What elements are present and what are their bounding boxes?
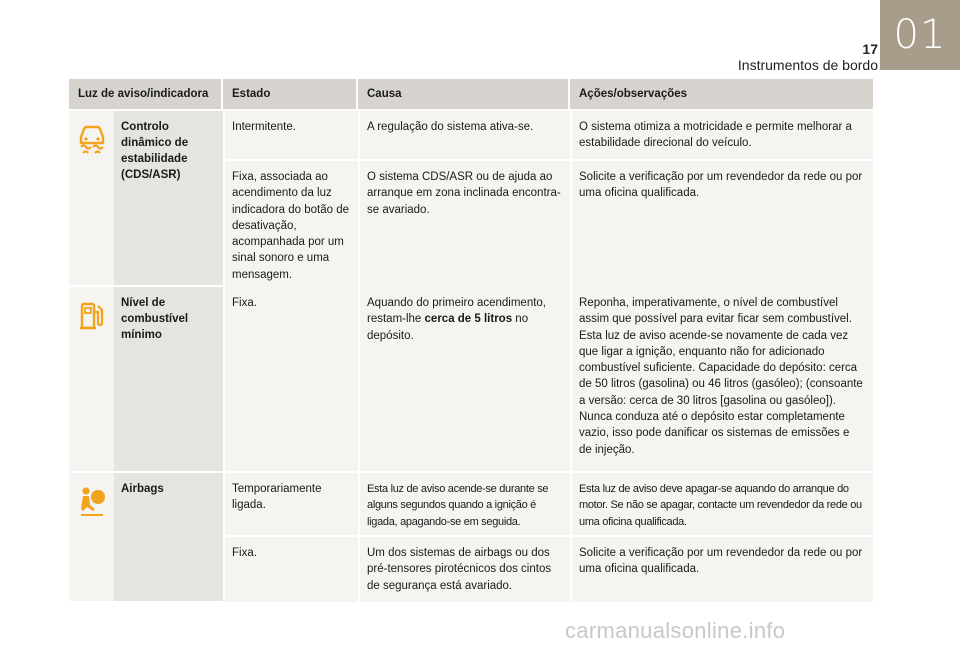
table-row-group [69, 471, 873, 601]
action-cell: O sistema otimiza a motricidade e permite melhorar a estabilidade direcional do veículo. [570, 111, 873, 159]
table-header [69, 79, 873, 109]
column-header-actions: Ações/observações [579, 88, 688, 100]
cause-cell: O sistema CDS/ASR ou de ajuda ao arranque em zona inclinada encontra-se avariado. [358, 161, 570, 291]
cause-cell: Esta luz de aviso acende-se durante se alguns segundos quando a ignição é ligada, apagando-se em seguida. [358, 473, 570, 535]
light-name: Nível de combustível mínimo [114, 287, 223, 471]
icon-cell [69, 473, 114, 601]
cause-text: Aquando do primeiro acendimento, restam-lhe [367, 297, 547, 326]
chapter-tab: 01 [880, 0, 960, 70]
table-row-group [69, 109, 873, 285]
cause-text: no depósito. [367, 313, 529, 342]
warning-lights-table [69, 79, 873, 601]
table-row [223, 287, 873, 471]
page-number: 17 [862, 41, 878, 57]
column-header-light: Luz de aviso/indicadora [69, 79, 223, 109]
state-cell: Fixa. [223, 287, 358, 471]
cause-cell: A regulação do sistema ativa-se. [358, 111, 570, 159]
state-cell: Temporariamente ligada. [223, 473, 358, 535]
cause-emphasis: cerca de 5 litros [424, 313, 513, 326]
skid-car-icon [77, 123, 107, 155]
state-cell: Intermitente. [223, 111, 358, 159]
column-header-state: Estado [223, 79, 358, 109]
light-name: Airbags [114, 473, 223, 601]
table-row-group [69, 285, 873, 471]
fuel-pump-icon [79, 299, 105, 331]
table-row [223, 473, 873, 535]
light-name: Controlo dinâmico de estabilidade (CDS/ASR) [114, 111, 223, 285]
airbag-icon [77, 485, 107, 517]
state-cell: Fixa, associada ao acendimento da luz indicadora do botão de desativação, acompanhada por um sinal sonoro e uma mensagem. [223, 161, 358, 291]
table-row [223, 111, 873, 159]
cause-cell [358, 287, 570, 471]
table-row [223, 535, 873, 602]
icon-cell [69, 287, 114, 471]
column-header-cause: Causa [358, 79, 570, 109]
icon-cell [69, 111, 114, 285]
action-cell: Esta luz de aviso deve apagar-se aquando do arranque do motor. Se não se apagar, contacte um revendedor da rede ou uma oficina qualificada. [570, 473, 873, 535]
table-row [223, 159, 873, 291]
action-cell: Solicite a verificação por um revendedor da rede ou por uma oficina qualificada. [570, 161, 873, 291]
section-title: Instrumentos de bordo [737, 57, 878, 73]
cause-cell: Um dos sistemas de airbags ou dos pré-tensores pirotécnicos dos cintos de segurança está avariado. [358, 537, 570, 602]
action-cell: Solicite a verificação por um revendedor da rede ou por uma oficina qualificada. [570, 537, 873, 602]
action-cell: Reponha, imperativamente, o nível de combustível assim que possível para evitar ficar sem combustível. Esta luz de aviso acende-se novamente de cada vez que ligar a ignição, enquanto não for adicionado combustível suficiente. Capacidade do depósito: cerca de 50 litros (gasolina) ou 46 litros (gasóleo); (consoante a versão: cerca de 30 litros [gasolina ou gasóleo]). Nunca conduza até o depósito estar completamente vazio, isso pode danificar os sistemas de emissões e de injeção. [570, 287, 873, 471]
watermark: carmanualsonline.info [565, 618, 786, 643]
state-cell: Fixa. [223, 537, 358, 602]
